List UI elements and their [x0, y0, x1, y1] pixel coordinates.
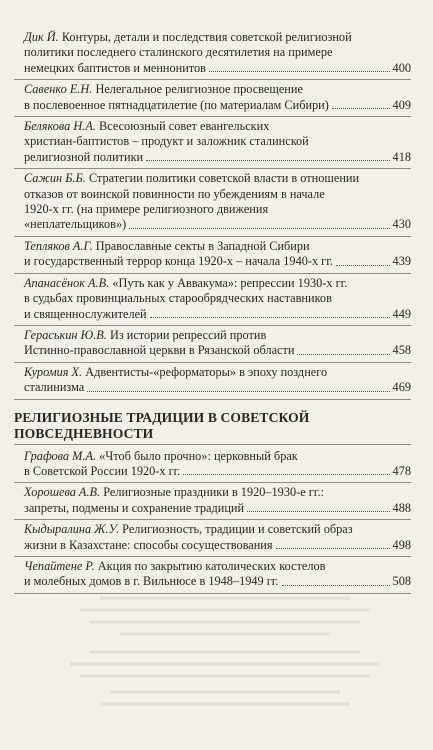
toc-page-number: 400	[392, 60, 411, 75]
toc-entry-line	[24, 30, 411, 45]
toc-page-number: 449	[392, 306, 411, 321]
toc-entry-title-text: немецких баптистов и меннонитов	[24, 60, 206, 75]
toc-entry-author: Дик Й.	[24, 30, 59, 44]
toc-leader-dots	[209, 71, 390, 72]
toc-entry-line	[24, 538, 411, 553]
toc-page-number: 409	[392, 97, 411, 112]
toc-entry-title-text: в послевоенное пятнадцатилетие (по материалам Сибири)	[24, 97, 329, 112]
toc-page-number: 498	[392, 537, 411, 552]
toc-leader-dots	[146, 160, 389, 161]
toc-entry-line	[24, 134, 411, 149]
toc-entry-line	[24, 171, 411, 186]
toc-entry-title-text: Всесоюзный совет евангельских	[99, 119, 270, 134]
toc-entry-line	[24, 202, 411, 217]
toc-leader-dots	[150, 317, 390, 318]
toc-entry-line	[24, 276, 411, 291]
toc-entry-title-text: в судьбах провинциальных старообрядческих наставников	[24, 291, 332, 306]
toc-entry-line	[24, 449, 411, 464]
toc-entry-line	[24, 343, 411, 358]
toc-leader-dots	[87, 391, 389, 392]
toc-entry-line	[24, 307, 411, 322]
toc-entry-line	[24, 150, 411, 165]
section-heading	[14, 410, 411, 445]
toc-entry[interactable]	[14, 117, 411, 169]
toc-entry[interactable]	[14, 483, 411, 520]
toc-page-number: 458	[392, 343, 411, 358]
toc-entry-line	[24, 217, 411, 232]
toc-entry-title-text: христиан-баптистов – продукт и заложник сталинской	[24, 134, 309, 149]
toc-entry-title-text: и государственный террор конца 1920-х – начала 1940-х гг.	[24, 254, 333, 269]
toc-entry-title-text: религиозной политики	[24, 149, 144, 164]
toc-entry-line	[24, 239, 411, 254]
toc-leader-dots	[297, 354, 389, 355]
toc-entry-title-text: политики последнего сталинского десятилетия на примере	[24, 45, 333, 60]
toc-entry-title-text: Контуры, детали и последствия советской религиозной	[61, 30, 352, 44]
toc-entry-author: Гераськин Ю.В.	[24, 327, 107, 342]
toc-page-number: 508	[392, 574, 411, 589]
toc-leader-dots	[282, 585, 390, 586]
toc-entry-title-text: «неплательщиков»)	[24, 217, 127, 232]
toc-entry-title-text: сталинизма	[24, 380, 85, 395]
toc-page-number: 439	[392, 254, 411, 269]
toc-entry[interactable]	[14, 449, 411, 484]
toc-entry-title-text: 1920-х гг. (на примере религиозного движения	[24, 202, 269, 217]
toc-entry-title-text: Из истории репрессий против	[109, 327, 267, 342]
toc-entry[interactable]	[14, 557, 411, 594]
toc-entry-line	[24, 119, 411, 134]
toc-leader-dots	[183, 474, 389, 475]
toc-entry-line	[24, 574, 411, 589]
toc-entry-author: Тепляков А.Г.	[24, 238, 93, 253]
toc-entry-line	[24, 328, 411, 343]
section-heading-line: РЕЛИГИОЗНЫЕ ТРАДИЦИИ В СОВЕТСКОЙ	[14, 409, 310, 425]
section-heading-line: ПОВСЕДНЕВНОСТИ	[14, 425, 154, 441]
toc-entry-title-text: Нелегальное религиозное просвещение	[95, 82, 303, 97]
toc-entry-line	[24, 559, 411, 574]
toc-entry-title-text: «Путь как у Аввакума»: репрессии 1930-х гг.	[112, 275, 348, 290]
toc-page-number: 418	[392, 149, 411, 164]
toc-entry[interactable]	[14, 274, 411, 326]
toc-leader-dots	[332, 108, 390, 109]
toc-entry-title-text: «Чтоб было прочно»: церковный брак	[99, 448, 298, 463]
toc-entry-line	[24, 254, 411, 269]
toc-entry-line	[24, 82, 411, 97]
toc-entry[interactable]	[14, 30, 411, 80]
toc-entry-title-text: Стратегии политики советской власти в отношении	[88, 171, 360, 186]
toc-entry[interactable]	[14, 169, 411, 237]
toc-page-number: 430	[392, 217, 411, 232]
toc-entry[interactable]	[14, 520, 411, 557]
toc-entry-line	[24, 522, 411, 537]
toc-page-number: 469	[392, 380, 411, 395]
toc-entry[interactable]	[14, 237, 411, 274]
toc-entry-title-text: Акция по закрытию католических костелов	[97, 558, 326, 573]
toc-entry-author: Белякова Н.А.	[24, 119, 96, 134]
toc-leader-dots	[336, 265, 390, 266]
toc-entry-line	[24, 464, 411, 479]
toc-entry-author: Хорошева А.В.	[24, 485, 101, 500]
toc-entry-line	[24, 501, 411, 516]
toc-entry-line	[24, 485, 411, 500]
toc-entry-title-text: Истинно-православной церкви в Рязанской области	[24, 343, 295, 358]
toc-entry-title-text: и молебных домов в г. Вильнюсе в 1948–1949 гг.	[24, 574, 279, 589]
toc-entry-line	[24, 187, 411, 202]
toc-entry-line	[24, 380, 411, 395]
bleed-through-lines	[60, 590, 390, 710]
toc-entry-title-text: Православные секты в Западной Сибири	[95, 238, 310, 253]
toc-entry-author: Графова М.А.	[24, 448, 97, 463]
toc-entry-author: Чепайтене Р.	[24, 558, 95, 573]
toc-entry-author: Апанасёнок А.В.	[24, 275, 110, 290]
toc-entry-line	[24, 291, 411, 306]
toc-leader-dots	[276, 548, 390, 549]
toc-entry-author: Куромия Х.	[24, 364, 83, 379]
toc-page-number: 488	[392, 500, 411, 515]
toc-entry[interactable]	[14, 326, 411, 363]
bleed-through-decoration	[60, 590, 390, 710]
toc-entry[interactable]	[14, 80, 411, 117]
toc-entry-title-text: и священнослужителей	[24, 306, 147, 321]
toc-leader-dots	[247, 511, 389, 512]
toc-entry-title-text: Религиозность, традиции и советский образ	[122, 522, 353, 537]
toc-entry-line	[24, 61, 411, 76]
toc-entry-author: Кыдыралина Ж.У.	[24, 522, 120, 537]
toc-leader-dots	[129, 228, 389, 229]
toc-entry-title-text: отказов от воинской повинности по убеждениям в начале	[24, 186, 325, 201]
toc-entry-title-text: запреты, подмены и сохранение традиций	[24, 500, 245, 515]
toc-entry-title-text: Адвентисты-«реформаторы» в эпоху позднего	[85, 364, 328, 379]
toc-entry-author: Сажин Б.Б.	[24, 171, 86, 186]
toc-entry-line	[24, 98, 411, 113]
toc-entry[interactable]	[14, 363, 411, 400]
toc-list-group-2	[14, 449, 411, 594]
toc-entry-line	[24, 365, 411, 380]
toc-list-group-1	[14, 30, 411, 400]
toc-page-number: 478	[392, 463, 411, 478]
toc-entry-title-text: жизни в Казахстане: способы сосуществования	[24, 537, 273, 552]
toc-entry-author: Савенко Е.Н.	[24, 82, 93, 97]
toc-entry-title-text: в Советской России 1920-х гг.	[24, 463, 181, 478]
toc-entry-title-text: Религиозные праздники в 1920–1930-е гг.:	[103, 485, 324, 500]
toc-entry-line	[24, 45, 411, 60]
